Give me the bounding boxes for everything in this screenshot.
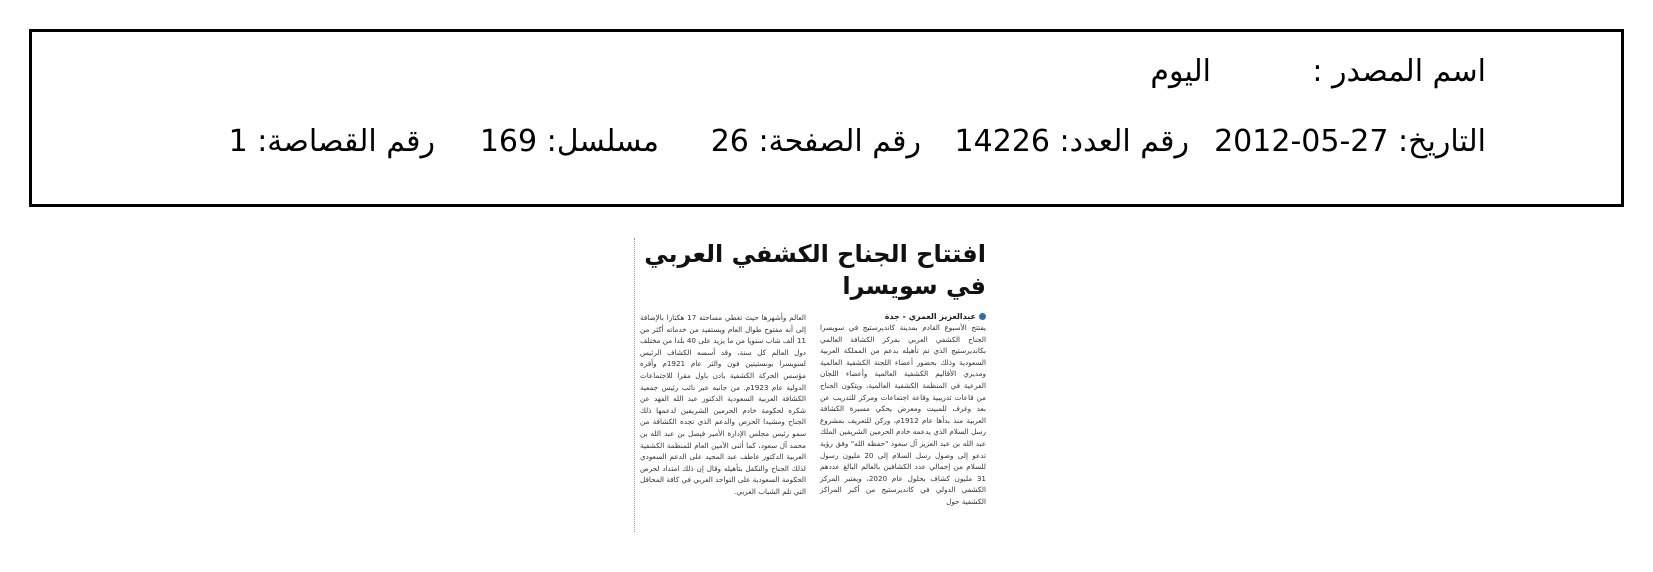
article-column-right: يفتتح الأسبوع القادم بمدينة كانديرستيج في سويسرا الجناح الكشفي العربي بمركز الكشافة العالمي بكانديرستيج الذي تم تأهيله بدعم من المملكة العربية السعودية وذلك بحضور أعضاء اللجنة الكشفية العالمية ومديري الأقاليم الكشفية العالمية وأعضاء اللجان الفرعية في المنظمة الكشفية العالمية، ويتكون الجناح من قاعات تدريبية وقاعة اجتماعات ومركز للتدريب عن بعد وغرف للمبيت ومعرض يحكي مسيرة الكشافة العربية منذ بدأها عام 1912م، وركن للتعريف بمشروع رسل السلام الذي يدعمه خادم الحرمين الشريفين الملك عبد الله بن عبد العزيز آل سعود "حفظه الله" وفق رؤية تدعو إلى وصول رسل السلام إلى 20 مليون رسول للسلام من إجمالي عدد الكشافين بالعالم البالغ عددهم 31 مليون كشاف بحلول عام 2020، ويعتبر المركز الكشفي الدولي في كانديرستيج من أكبر المراكز الكشفية حول [820,323,987,506]
source-label: اسم المصدر : [1312,54,1486,89]
serial-text: مسلسل: 169 [479,124,659,159]
date-text: التاريخ: 27-05-2012 [1214,124,1486,159]
article-byline [885,312,986,321]
clip-text: رقم القصاصة: 1 [228,124,435,159]
bullet-icon [979,313,986,320]
article-column-left: العالم وأشهرها حيث تغطي مساحته 17 هكتارا بالإضافة إلى أنه مفتوح طوال العام ويستفيد من خدماته أكثر من 11 ألف شاب سنويا من ما يزيد على 40 بلدا من مختلف دول العالم كل سنة، وقد أسسه الكشاف الرئيس لسويسرا بونستيتين فون والثر عام 1921م وأقره مؤسس الحركة الكشفية بادن باول مقرا للاجتماعات الدولية عام 1923م. من جانبه عبر نائب رئيس جمعية الكشافة العربية السعودية الدكتور عبد الله الفهد عن شكره لحكومة خادم الحرمين الشريفين لدعمها ذلك الجناح ومشيدا الحرص والدعم الذي تجده الكشافة من سمو رئيس مجلس الإدارة الأمير فيصل بن عبد الله بن محمد آل سعود، كما أثنى الأمين العام للمنظمة الكشفية العربية الدكتور عاطف عبد المجيد على الدعم السعودي لذلك الجناح والتكفل بتأهيله وقال إن ذلك امتداد لحرص الحكومة السعودية على التواجد العربي في كافة المحافل التي تلم الشباب العربي. [640,313,806,496]
headline-line-1: افتتاح الجناح الكشفي العربي [644,240,986,268]
byline-text: عبدالعزيز العمري - جدة [884,312,976,321]
headline-line-2: في سويسرا [842,272,986,300]
header-box [29,29,1624,207]
page-text: رقم الصفحة: 26 [710,124,921,159]
clipping-edge [634,238,638,532]
newspaper-clipping [634,238,992,532]
source-value: اليوم [1150,54,1211,89]
issue-text: رقم العدد: 14226 [954,124,1189,159]
article-headline [634,238,986,302]
